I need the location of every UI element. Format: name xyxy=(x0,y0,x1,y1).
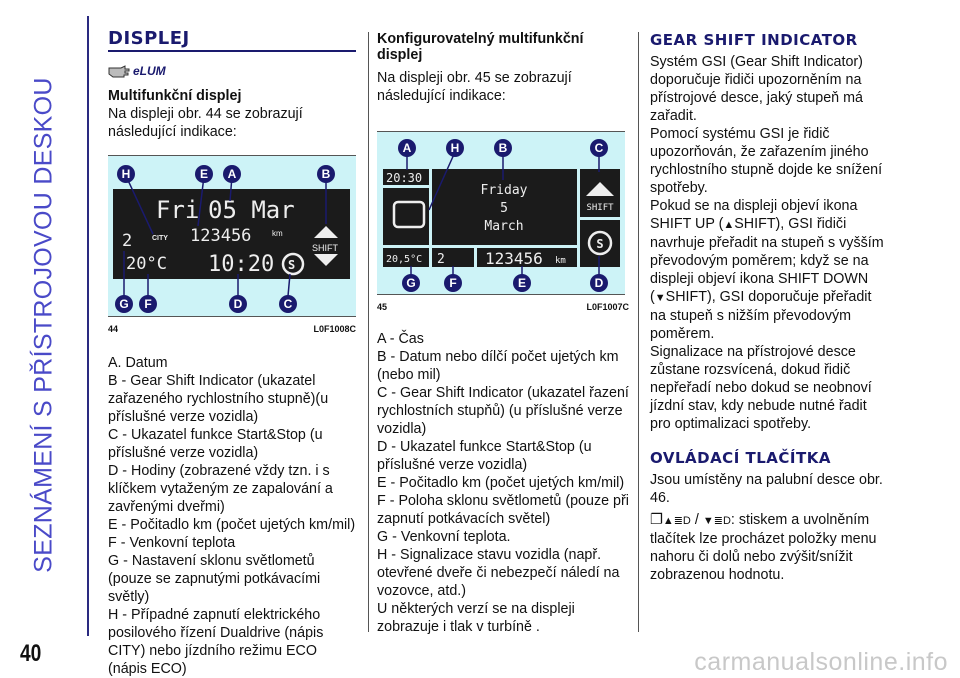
legend-item: D - Hodiny (zobrazené vždy tzn. i s klíčkem vytaženým ze zapalování a zavřenými dveřmi) xyxy=(108,463,333,515)
display-temp: 20,5°C xyxy=(386,254,423,265)
legend-item: D - Ukazatel funkce Start&Stop (u příslušné verze vozidla) xyxy=(377,439,592,473)
callout-label: D xyxy=(594,276,604,290)
figure-code: L0F1007C xyxy=(586,302,629,312)
display-temp: 20°C xyxy=(126,254,167,274)
display-day: Friday xyxy=(480,183,528,198)
section-title: GEAR SHIFT INDICATOR xyxy=(650,31,858,49)
legend-item: E - Počitadlo km (počet ujetých km/mil) xyxy=(108,517,356,533)
legend-item: B - Datum nebo dílčí počet ujetých km (nebo mil) xyxy=(377,349,619,383)
legend-item: U některých verzí se na displeji zobrazuje i tlak v turbíně . xyxy=(377,601,575,635)
display-gear: 2 xyxy=(437,252,445,267)
legend-list xyxy=(377,330,629,636)
intro-text: Na displeji obr. 44 se zobrazují následující indikace: xyxy=(108,106,303,140)
display-shift: SHIFT xyxy=(312,243,338,253)
section-title: OVLÁDACÍ TLAČÍTKA xyxy=(650,449,831,467)
column-3 xyxy=(650,31,890,584)
display-date: 5 xyxy=(500,201,508,216)
shift-up-icon: ▲ xyxy=(723,219,735,231)
callout-label: E xyxy=(199,167,209,181)
callout-label: C xyxy=(594,141,604,155)
elum-label: eLUM xyxy=(133,64,166,78)
start-stop-icon: S xyxy=(596,237,604,251)
display-gear: 2 xyxy=(122,231,133,251)
intro-text: Na displeji obr. 45 se zobrazují následující indikace: xyxy=(377,70,572,104)
display-illustration xyxy=(108,155,356,317)
callout-label: A xyxy=(227,167,237,181)
text: SHIFT), GSI řidiči navrhuje přeřadit na stupeň s vyšším převodovým poměrem; když se na displeji objeví ikona SHIFT DOWN ( xyxy=(650,216,884,305)
pointing-hand-icon xyxy=(108,64,130,78)
subtitle: Multifunkční displej xyxy=(108,88,242,104)
figure-number: 44 xyxy=(108,324,119,334)
legend-item: F - Venkovní teplota xyxy=(108,535,236,551)
display-date: 05 Mar xyxy=(208,196,295,224)
legend-item: H - Případné zapnutí elektrického posilového řízení Dualdrive (nápis CITY) nebo jízdního režimu ECO (nápis ECO) xyxy=(108,607,324,677)
paragraph: Jsou umístěny na palubní desce obr. 46. xyxy=(650,472,883,506)
legend-item: F - Poloha sklonu světlometů (pouze při zapnutí potkávacích světel) xyxy=(377,493,629,527)
page-number: 40 xyxy=(20,640,42,667)
elum-badge xyxy=(108,60,356,82)
figure-45 xyxy=(377,131,629,316)
separator: / xyxy=(694,512,699,528)
paragraph: Systém GSI (Gear Shift Indicator) doporučuje řidiči upozorněním na přístrojové desce, jaký stupeň má zařadit. xyxy=(650,54,863,124)
callout-label: E xyxy=(517,276,527,290)
paragraph xyxy=(650,511,890,584)
display-odometer: 123456 xyxy=(485,249,543,268)
section-side-title xyxy=(14,20,74,630)
legend-item: G - Venkovní teplota. xyxy=(377,529,511,545)
display-day: Fri xyxy=(156,196,200,224)
figure-caption xyxy=(377,298,629,316)
text: SHIFT), GSI doporučuje přeřadit na stupeň s nižším převodovým poměrem. xyxy=(650,289,872,342)
legend-item: A - Čas xyxy=(377,331,424,347)
display-city: CITY xyxy=(152,235,168,242)
section-title: DISPLEJ xyxy=(108,30,356,52)
callout-label: B xyxy=(498,141,508,155)
start-stop-icon: S xyxy=(288,258,296,272)
column-2 xyxy=(377,31,629,636)
legend-item: C - Gear Shift Indicator (ukazatel řazení rychlostních stupňů) (u příslušné verze vozidla) xyxy=(377,385,629,437)
display-illustration xyxy=(377,131,625,295)
paragraph: Pomocí systému GSI je řidič upozorňován, že zařazením jiného rychlostního stupně dojde ke snížení spotřeby. xyxy=(650,126,883,196)
display-shift: SHIFT xyxy=(586,203,614,213)
column-1 xyxy=(108,30,356,678)
display-unit: km xyxy=(555,256,566,266)
figure-number: 45 xyxy=(377,302,388,312)
legend-list xyxy=(108,354,356,678)
legend-item: B - Gear Shift Indicator (ukazatel zařazeného rychlostního stupně)(u příslušné verze vozidla) xyxy=(108,373,329,425)
figure-caption xyxy=(108,320,356,338)
legend-item: C - Ukazatel funkce Start&Stop (u příslušné verze vozidla) xyxy=(108,427,323,461)
paragraph xyxy=(650,197,890,343)
callout-label: B xyxy=(321,167,331,181)
column-divider xyxy=(368,32,369,632)
shift-down-icon: ▼ xyxy=(654,292,666,304)
legend-item: A. Datum xyxy=(108,355,168,371)
text: Pokud se na displeji objeví ikona SHIFT UP ( xyxy=(650,198,858,232)
column-divider xyxy=(638,32,639,632)
legend-item: E - Počitadlo km (počet ujetých km/mil) xyxy=(377,475,625,491)
callout-label: F xyxy=(449,276,457,290)
text: : stiskem a uvolněním tlačítek lze procházet položky menu nahoru či dolů nebo zvýšit/snížit zobrazenou hodnotu. xyxy=(650,512,877,583)
side-divider xyxy=(87,16,89,636)
legend-item: H - Signalizace stavu vozidla (např. otevřené dveře či nebezpečí náledí na vozovce, atd.) xyxy=(377,547,620,599)
display-time: 20:30 xyxy=(386,171,423,185)
down-headlight-button-icon: ▼≣D xyxy=(702,515,731,527)
display-unit: km xyxy=(272,229,283,238)
up-headlight-button-icon: ▲≣D xyxy=(662,515,691,527)
callout-label: G xyxy=(119,297,129,311)
callout-label: A xyxy=(402,141,412,155)
watermark: carmanualsonline.info xyxy=(694,648,948,676)
callout-label: F xyxy=(144,297,152,311)
callout-label: D xyxy=(233,297,243,311)
section-title: Konfigurovatelný multifunkční displej xyxy=(377,31,584,63)
figure-44 xyxy=(108,155,356,338)
display-time: 10:20 xyxy=(208,252,275,277)
legend-item: G - Nastavení sklonu světlometů (pouze se zapnutými potkávacími světly) xyxy=(108,553,321,605)
callout-label: G xyxy=(406,276,416,290)
callout-label: H xyxy=(121,167,131,181)
callout-label: C xyxy=(283,297,293,311)
display-odometer: 123456 xyxy=(190,226,252,246)
display-month: March xyxy=(484,219,524,234)
side-title-text: SEZNÁMENÍ S PŘÍSTROJOVOU DESKOU xyxy=(29,77,58,573)
figure-code: L0F1008C xyxy=(313,324,356,334)
menu-button-icon: ❐ xyxy=(650,512,663,528)
paragraph: Signalizace na přístrojové desce zůstane rozsvícená, dokud řidič nepřeřadí nebo dokud se neobnoví jízdní stav, kdy nebude nutné řadit pro optimalizaci spotřeby. xyxy=(650,344,872,432)
callout-label: H xyxy=(450,141,460,155)
